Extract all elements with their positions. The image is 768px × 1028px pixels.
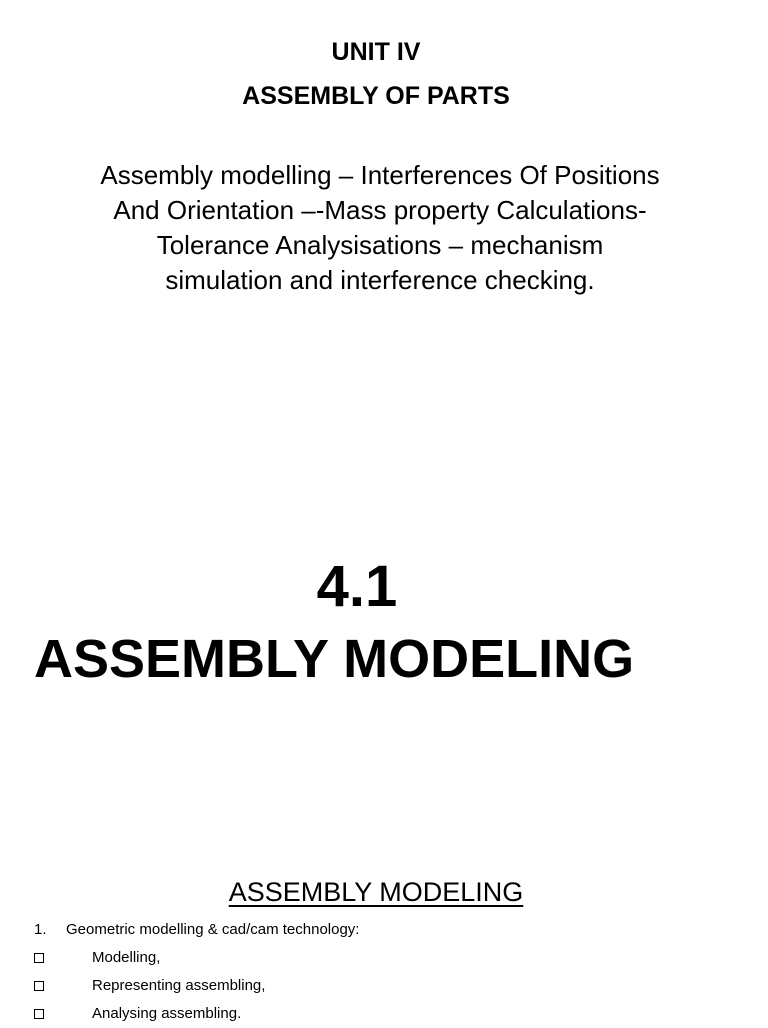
bullet-text: Modelling,: [92, 949, 161, 966]
numbered-list-item: [34, 916, 734, 944]
list-number: 1.: [34, 921, 47, 938]
bullet-item: [34, 944, 734, 972]
bullet-item: [34, 972, 734, 1000]
bullet-text: Representing assembling,: [92, 977, 266, 994]
description-line: Assembly modelling – Interferences Of Positions: [100, 160, 660, 190]
slide-section-title: [0, 520, 768, 720]
unit-title: UNIT IV: [331, 38, 421, 66]
unit-subtitle: ASSEMBLY OF PARTS: [242, 82, 510, 110]
description-line: Tolerance Analysisations – mechanism: [156, 230, 604, 260]
section-title: ASSEMBLY MODELING: [34, 629, 635, 689]
bullet-text: Analysing assembling.: [92, 1005, 242, 1022]
slide-unit-overview: [0, 0, 768, 330]
section-number: 4.1: [316, 554, 398, 619]
content-heading: ASSEMBLY MODELING: [228, 877, 524, 907]
unit-description: [40, 158, 720, 298]
content-list: [34, 916, 734, 1028]
slide-content: [0, 860, 768, 1024]
description-line: And Orientation –-Mass property Calculations-: [113, 195, 647, 225]
list-item-text: Geometric modelling & cad/cam technology:: [66, 921, 360, 938]
checkbox-bullet-icon: [34, 1009, 44, 1019]
checkbox-bullet-icon: [34, 953, 44, 963]
description-line: simulation and interference checking.: [165, 265, 595, 295]
checkbox-bullet-icon: [34, 981, 44, 991]
